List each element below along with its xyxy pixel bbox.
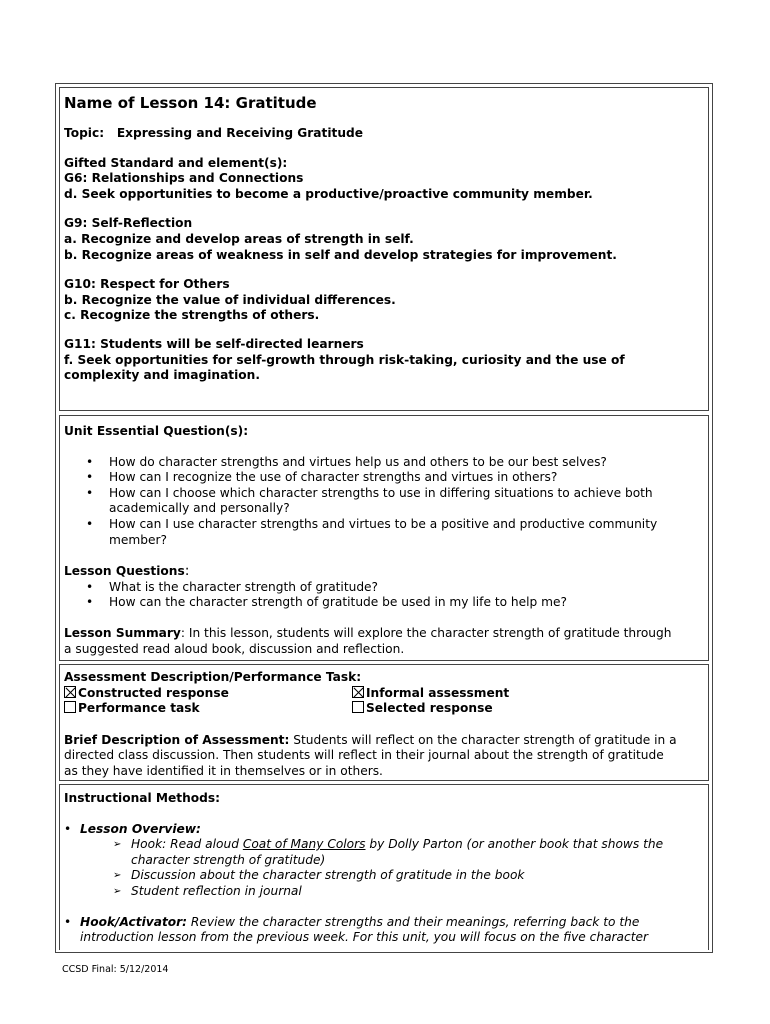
lesson-question-list bbox=[64, 580, 704, 611]
checked-box-icon[interactable] bbox=[64, 686, 76, 698]
lesson-overview bbox=[64, 822, 704, 838]
essential-heading: Unit Essential Question(s): bbox=[64, 424, 249, 438]
topic-value: Expressing and Receiving Gratitude bbox=[116, 126, 364, 140]
overview-steps bbox=[64, 837, 704, 899]
lesson-q2: How can the character strength of gratitude be used in my life to help me? bbox=[109, 595, 567, 610]
standards-heading: Gifted Standard and element(s): bbox=[64, 155, 288, 170]
g9-element-b: b. Recognize areas of weakness in self and develop strategies for improvement. bbox=[64, 247, 617, 262]
g11-title: G11: Students will be self-directed learners bbox=[64, 336, 364, 351]
instructional-methods-cell bbox=[59, 784, 709, 950]
list-item bbox=[64, 580, 704, 596]
lesson-standards-cell bbox=[59, 87, 709, 411]
essential-q4-line2: member? bbox=[109, 532, 167, 547]
g11-element-f-line2: complexity and imagination. bbox=[64, 368, 260, 383]
essential-q3-line1: How can I choose which character strengths to use in differing situations to achieve both bbox=[109, 485, 653, 500]
essential-questions-cell bbox=[59, 415, 709, 661]
lesson-q1: What is the character strength of gratitude? bbox=[109, 579, 379, 594]
assessment-options-row1 bbox=[64, 686, 704, 702]
option-selected-label: Selected response bbox=[366, 701, 493, 716]
overview-label: Lesson Overview: bbox=[80, 821, 201, 836]
summary-line2: a suggested read aloud book, discussion and reflection. bbox=[64, 641, 405, 656]
activator-label: Hook/Activator: bbox=[80, 914, 188, 929]
option-selected[interactable] bbox=[352, 701, 640, 717]
arrow-bullet-icon: ➢ bbox=[113, 885, 122, 897]
summary-line1: : In this lesson, students will explore the character strength of gratitude through bbox=[180, 625, 672, 640]
g9-element-a: a. Recognize and develop areas of strength in self. bbox=[64, 231, 414, 246]
essential-question-list bbox=[64, 455, 704, 549]
g11-element-f-line1: f. Seek opportunities for self-growth through risk-taking, curiosity and the use of bbox=[64, 352, 625, 367]
essential-q4-line1: How can I use character strengths and virtues to be a positive and productive community bbox=[109, 516, 658, 531]
option-performance[interactable] bbox=[64, 701, 352, 717]
methods-heading: Instructional Methods: bbox=[64, 791, 221, 805]
step-reflection: Student reflection in journal bbox=[131, 883, 302, 898]
lesson-summary bbox=[64, 626, 704, 657]
option-informal[interactable] bbox=[352, 686, 640, 702]
hook-activator bbox=[64, 915, 704, 946]
brief-line1: Students will reflect on the character strength of gratitude in a bbox=[289, 732, 677, 747]
lesson-questions-heading bbox=[64, 564, 704, 580]
g10-title: G10: Respect for Others bbox=[64, 277, 230, 292]
arrow-bullet-icon: ➢ bbox=[113, 839, 122, 851]
lesson-title: Name of Lesson 14: Gratitude bbox=[64, 94, 317, 112]
topic-line bbox=[64, 126, 704, 142]
g6-element-d: d. Seek opportunities to become a productive/proactive community member. bbox=[64, 186, 593, 201]
list-item bbox=[64, 517, 704, 548]
brief-label: Brief Description of Assessment: bbox=[64, 732, 290, 747]
checked-box-icon[interactable] bbox=[352, 686, 364, 698]
brief-line2: directed class discussion. Then students will reflect in their journal about the strength of gratitude bbox=[64, 748, 664, 763]
g9-title: G9: Self-Reflection bbox=[64, 216, 193, 231]
unchecked-box-icon[interactable] bbox=[352, 701, 364, 713]
list-item bbox=[64, 837, 704, 868]
hook-line1-a: Hook: Read aloud bbox=[131, 837, 243, 852]
brief-line3: as they have identified it in themselves or in others. bbox=[64, 763, 383, 778]
g10-element-c: c. Recognize the strengths of others. bbox=[64, 308, 320, 323]
footer-text: CCSD Final: 5/12/2014 bbox=[62, 964, 169, 975]
activator-line1: Review the character strengths and their meanings, referring back to the bbox=[187, 914, 640, 929]
arrow-bullet-icon: ➢ bbox=[113, 870, 122, 882]
list-item bbox=[64, 486, 704, 517]
hook-line2: character strength of gratitude) bbox=[131, 852, 326, 867]
list-item bbox=[64, 470, 704, 486]
g6-title: G6: Relationships and Connections bbox=[64, 171, 304, 186]
essential-q1: How do character strengths and virtues help us and others to be our best selves? bbox=[109, 454, 607, 469]
list-item bbox=[64, 884, 704, 900]
assessment-options-row2 bbox=[64, 701, 704, 717]
brief-description bbox=[64, 733, 704, 780]
essential-q2: How can I recognize the use of character strengths and virtues in others? bbox=[109, 470, 558, 485]
lesson-questions-label: Lesson Questions bbox=[64, 564, 185, 579]
list-item bbox=[64, 868, 704, 884]
topic-label: Topic: bbox=[64, 126, 105, 140]
unchecked-box-icon[interactable] bbox=[64, 701, 76, 713]
list-item bbox=[64, 455, 704, 471]
step-discussion: Discussion about the character strength of gratitude in the book bbox=[131, 868, 525, 883]
option-constructed-label: Constructed response bbox=[78, 685, 229, 700]
list-item bbox=[64, 595, 704, 611]
bullet-icon: • bbox=[64, 821, 72, 836]
hook-line1-c: by Dolly Parton (or another book that shows the bbox=[365, 837, 664, 852]
option-performance-label: Performance task bbox=[78, 701, 200, 716]
assessment-heading: Assessment Description/Performance Task: bbox=[64, 670, 362, 684]
book-title: Coat of Many Colors bbox=[242, 837, 366, 852]
option-constructed[interactable] bbox=[64, 686, 352, 702]
g10-element-b: b. Recognize the value of individual differences. bbox=[64, 292, 396, 307]
essential-q3-line2: academically and personally? bbox=[109, 501, 290, 516]
bullet-icon: • bbox=[64, 914, 72, 929]
summary-label: Lesson Summary bbox=[64, 625, 181, 640]
lesson-questions-colon: : bbox=[184, 563, 190, 580]
assessment-cell bbox=[59, 664, 709, 781]
option-informal-label: Informal assessment bbox=[366, 685, 510, 700]
activator-line2: introduction lesson from the previous week. For this unit, you will focus on the five character bbox=[80, 930, 649, 945]
